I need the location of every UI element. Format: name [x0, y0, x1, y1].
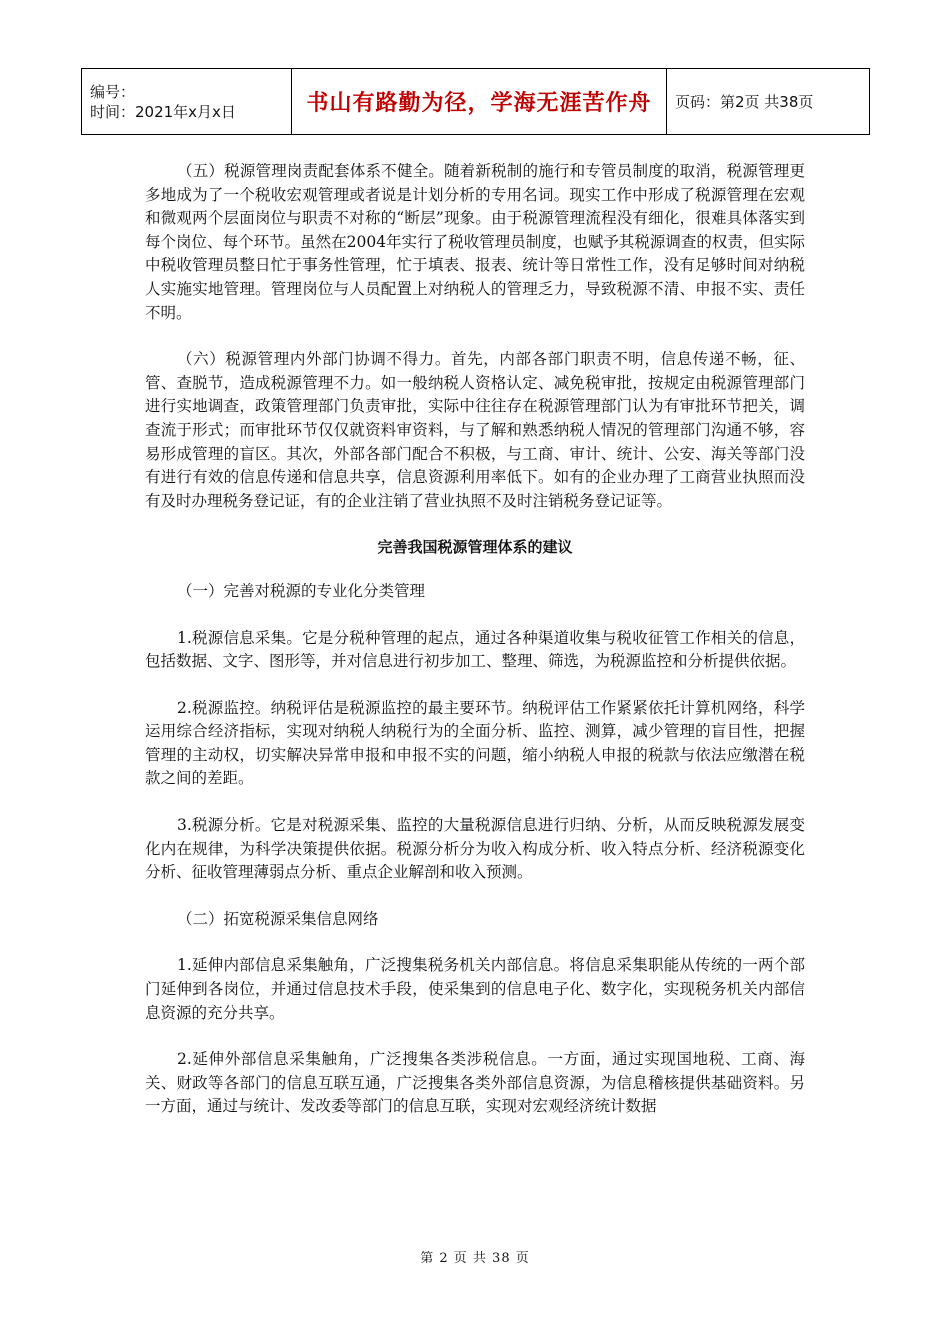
document-date: 时间：2021年x月x日	[90, 102, 236, 121]
section-title: 完善我国税源管理体系的建议	[377, 538, 573, 557]
item-1-3: 3.税源分析。它是对税源采集、监控的大量税源信息进行归纳、分析，从而反映税源发展变化内在规律，为科学决策提供依据。税源分析分为收入构成分析、收入特点分析、经济税源变化分析、征收管理薄弱点分析、重点企业解剖和收入预测。	[145, 816, 805, 882]
item-1-1: 1.税源信息采集。它是分税种管理的起点，通过各种渠道收集与税收征管工作相关的信息，包括数据、文字、图形等，并对信息进行初步加工、整理、筛选，为税源监控和分析提供依据。	[145, 628, 805, 671]
subsection-2-title: （二）拓宽税源采集信息网络	[177, 909, 379, 928]
document-header	[81, 68, 870, 135]
item-2-2: 2.延伸外部信息采集触角，广泛搜集各类涉税信息。一方面，通过实现国地税、工商、海关、财政等各部门的信息互联互通，广泛搜集各类外部信息资源，为信息稽核提供基础资料。另一方面，通过与统计、发改委等部门的信息互联，实现对宏观经济统计数据	[145, 1050, 805, 1116]
paragraph-6: （六）税源管理内外部门协调不得力。首先，内部各部门职责不明，信息传递不畅，征、管、查脱节，造成税源管理不力。如一般纳税人资格认定、减免税审批，按规定由税源管理部门进行实地调查，政策管理部门负责审批，实际中往往存在税源管理部门认为有审批环节把关，调查流于形式；而审批环节仅仅就资料审资料，与了解和熟悉纳税人情况的管理部门沟通不够，容易形成管理的盲区。其次，外部各部门配合不积极，与工商、审计、统计、公安、海关等部门没有进行有效的信息传递和信息共享，信息资源利用率低下。如有的企业办理了工商营业执照而没有及时办理税务登记证，有的企业注销了营业执照不及时注销税务登记证等。	[145, 350, 805, 510]
document-body	[145, 160, 805, 1142]
subsection-1-title: （一）完善对税源的专业化分类管理	[177, 581, 426, 600]
header-motto: 书山有路勤为径，学海无涯苦作舟	[292, 69, 667, 135]
document-code-label: 编号：	[90, 82, 136, 101]
paragraph-5: （五）税源管理岗责配套体系不健全。随着新税制的施行和专管员制度的取消，税源管理更多地成为了一个税收宏观管理或者说是计划分析的专用名词。现实工作中形成了税源管理在宏观和微观两个层面岗位与职责不对称的“断层”现象。由于税源管理流程没有细化，很难具体落实到每个岗位、每个环节。虽然在2004年实行了税收管理员制度，也赋予其税源调查的权责，但实际中税收管理员整日忙于事务性管理，忙于填表、报表、统计等日常性工作，没有足够时间对纳税人实施实地管理。管理岗位与人员配置上对纳税人的管理乏力，导致税源不清、申报不实、责任不明。	[145, 162, 805, 322]
header-page-info: 页码：第2页 共38页	[667, 69, 870, 135]
header-meta	[82, 69, 292, 135]
item-2-1: 1.延伸内部信息采集触角，广泛搜集税务机关内部信息。将信息采集职能从传统的一两个部门延伸到各岗位，并通过信息技术手段，使采集到的信息电子化、数字化，实现税务机关内部信息资源的充分共享。	[145, 956, 805, 1022]
item-1-2: 2.税源监控。纳税评估是税源监控的最主要环节。纳税评估工作紧紧依托计算机网络，科学运用综合经济指标，实现对纳税人纳税行为的全面分析、监控、测算，减少管理的盲目性，把握管理的主动权，切实解决异常申报和申报不实的问题，缩小纳税人申报的税款与依法应缴潜在税款之间的差距。	[145, 698, 805, 788]
page-footer: 第 2 页 共 38 页	[420, 1251, 530, 1266]
